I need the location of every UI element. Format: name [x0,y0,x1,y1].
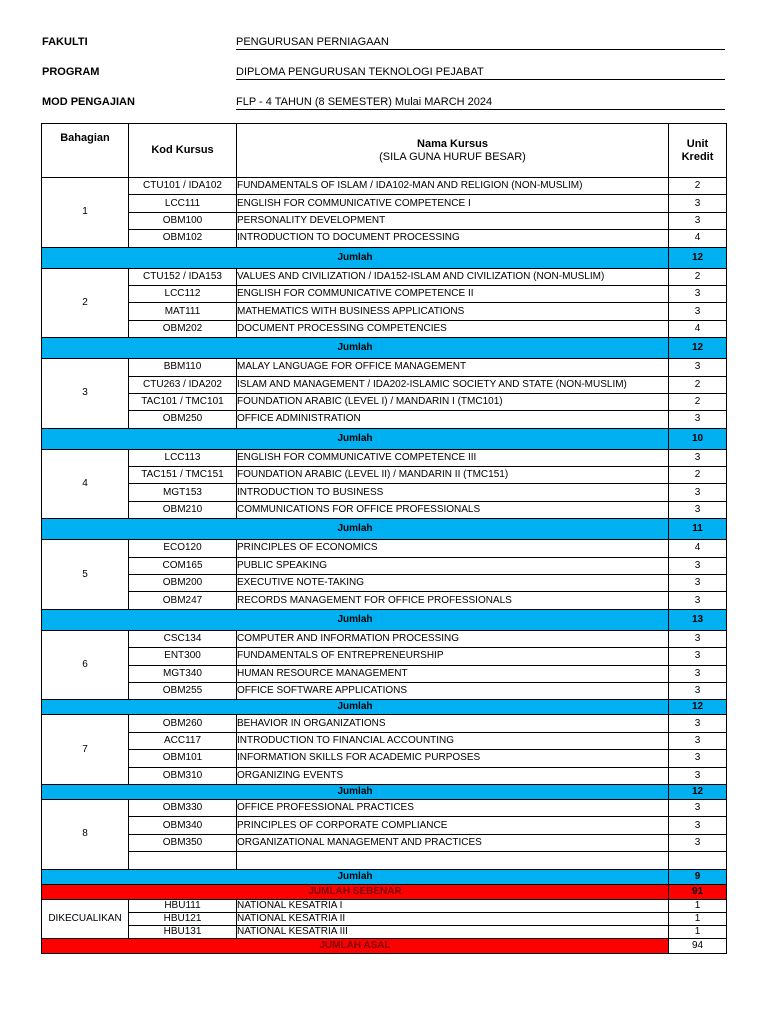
course-code: OBM102 [129,230,237,247]
course-row [42,501,727,518]
course-code: OBM101 [129,750,237,767]
course-credit [669,852,727,869]
course-credit: 3 [669,557,727,574]
jumlah-label: Jumlah [42,700,669,715]
course-name: ENGLISH FOR COMMUNICATIVE COMPETENCE I [237,195,669,212]
course-credit: 3 [669,817,727,834]
jumlah-label: Jumlah [42,519,669,540]
course-name: ISLAM AND MANAGEMENT / IDA202-ISLAMIC SOCIETY AND STATE (NON-MUSLIM) [237,376,669,393]
course-name: PRINCIPLES OF ECONOMICS [237,540,669,557]
jumlah-row [42,700,727,715]
course-name [237,852,669,869]
course-code: CTU263 / IDA202 [129,376,237,393]
course-credit: 3 [669,767,727,784]
course-code: LCC112 [129,285,237,302]
bahagian-cell: 4 [42,449,129,519]
course-name: BEHAVIOR IN ORGANIZATIONS [237,715,669,732]
course-row [42,682,727,699]
jumlah-label: Jumlah [42,428,669,449]
bahagian-cell: 6 [42,630,129,700]
col-kredit: Kredit [681,150,714,163]
course-row [42,767,727,784]
course-credit: 3 [669,575,727,592]
course-credit: 3 [669,750,727,767]
course-code [129,852,237,869]
course-code: OBM330 [129,799,237,816]
course-row [42,467,727,484]
course-row [42,852,727,869]
course-row [42,195,727,212]
program-label: PROGRAM [42,66,100,78]
jumlah-value: 12 [669,700,727,715]
course-row [42,665,727,682]
course-credit: 3 [669,212,727,229]
jumlah-row [42,869,727,884]
bahagian-cell: 7 [42,715,129,785]
jumlah-label: Jumlah [42,869,669,884]
jumlah-sebenar-value: 91 [669,884,727,899]
course-row [42,575,727,592]
course-code: OBM350 [129,834,237,851]
course-row [42,411,727,428]
fakulti-value: PENGURUSAN PERNIAGAAN [236,36,725,50]
bahagian-cell: 5 [42,540,129,610]
course-code: CSC134 [129,630,237,647]
course-row [42,750,727,767]
course-code: OBM210 [129,501,237,518]
course-credit: 3 [669,303,727,320]
jumlah-asal-row [42,938,727,953]
course-credit: 3 [669,732,727,749]
course-code: ENT300 [129,648,237,665]
jumlah-row [42,338,727,359]
course-code: CTU152 / IDA153 [129,268,237,285]
jumlah-row [42,784,727,799]
course-credit: 2 [669,467,727,484]
course-row [42,376,727,393]
jumlah-sebenar-row [42,884,727,899]
dikecualikan-row [42,899,727,912]
course-code: BBM110 [129,359,237,376]
course-credit: 2 [669,376,727,393]
course-name: EXECUTIVE NOTE-TAKING [237,575,669,592]
course-name: FUNDAMENTALS OF ENTREPRENEURSHIP [237,648,669,665]
course-code: TAC101 / TMC101 [129,393,237,410]
course-row [42,303,727,320]
course-name: MALAY LANGUAGE FOR OFFICE MANAGEMENT [237,359,669,376]
table-header-row [42,124,727,178]
course-row [42,630,727,647]
course-credit: 4 [669,230,727,247]
jumlah-label: Jumlah [42,247,669,268]
course-credit: 3 [669,630,727,647]
program-value: DIPLOMA PENGURUSAN TEKNOLOGI PEJABAT [236,66,725,80]
course-name: NATIONAL KESATRIA III [237,925,669,938]
course-code: MGT340 [129,665,237,682]
course-credit: 3 [669,359,727,376]
jumlah-label: Jumlah [42,338,669,359]
jumlah-value: 12 [669,247,727,268]
dikecualikan-label: DIKECUALIKAN [42,899,129,938]
jumlah-row [42,609,727,630]
course-name: NATIONAL KESATRIA II [237,912,669,925]
bahagian-cell: 3 [42,359,129,429]
course-name: PRINCIPLES OF CORPORATE COMPLIANCE [237,817,669,834]
course-credit: 3 [669,285,727,302]
jumlah-value: 11 [669,519,727,540]
course-code: COM165 [129,557,237,574]
course-name: HUMAN RESOURCE MANAGEMENT [237,665,669,682]
bahagian-cell: 8 [42,799,129,869]
course-credit: 3 [669,682,727,699]
course-name: MATHEMATICS WITH BUSINESS APPLICATIONS [237,303,669,320]
course-name: INTRODUCTION TO BUSINESS [237,484,669,501]
course-row [42,540,727,557]
course-credit: 3 [669,648,727,665]
jumlah-value: 10 [669,428,727,449]
course-row [42,817,727,834]
course-code: OBM100 [129,212,237,229]
course-name: ENGLISH FOR COMMUNICATIVE COMPETENCE II [237,285,669,302]
course-row [42,715,727,732]
course-code: OBM310 [129,767,237,784]
course-row [42,230,727,247]
course-name: ORGANIZING EVENTS [237,767,669,784]
course-row [42,285,727,302]
course-code: OBM200 [129,575,237,592]
course-code: MAT111 [129,303,237,320]
course-code: HBU111 [129,899,237,912]
course-credit: 3 [669,665,727,682]
course-credit: 3 [669,195,727,212]
course-name: RECORDS MANAGEMENT FOR OFFICE PROFESSIONALS [237,592,669,609]
course-code: MGT153 [129,484,237,501]
jumlah-value: 13 [669,609,727,630]
course-credit: 2 [669,268,727,285]
course-name: OFFICE ADMINISTRATION [237,411,669,428]
course-code: OBM247 [129,592,237,609]
course-name: NATIONAL KESATRIA I [237,899,669,912]
course-code: OBM202 [129,320,237,337]
course-credit: 3 [669,411,727,428]
course-credit: 3 [669,592,727,609]
course-name: OFFICE PROFESSIONAL PRACTICES [237,799,669,816]
jumlah-row [42,247,727,268]
course-credit: 3 [669,715,727,732]
course-row [42,359,727,376]
col-bahagian: Bahagian [42,124,129,178]
course-name: INTRODUCTION TO DOCUMENT PROCESSING [237,230,669,247]
col-nama-kursus-sub: (SILA GUNA HURUF BESAR) [379,150,526,163]
course-row [42,592,727,609]
course-name: VALUES AND CIVILIZATION / IDA152-ISLAM AND CIVILIZATION (NON-MUSLIM) [237,268,669,285]
course-row [42,648,727,665]
course-credit: 2 [669,178,727,195]
course-name: FOUNDATION ARABIC (LEVEL I) / MANDARIN I (TMC101) [237,393,669,410]
course-row [42,178,727,195]
course-name: COMMUNICATIONS FOR OFFICE PROFESSIONALS [237,501,669,518]
course-name: ENGLISH FOR COMMUNICATIVE COMPETENCE III [237,449,669,466]
course-name: DOCUMENT PROCESSING COMPETENCIES [237,320,669,337]
course-name: FUNDAMENTALS OF ISLAM / IDA102-MAN AND RELIGION (NON-MUSLIM) [237,178,669,195]
bahagian-cell: 1 [42,178,129,248]
course-code: LCC113 [129,449,237,466]
col-unit-kredit [669,124,727,178]
course-credit: 3 [669,501,727,518]
course-code: OBM250 [129,411,237,428]
dikecualikan-row [42,925,727,938]
course-credit: 1 [669,925,727,938]
course-name: COMPUTER AND INFORMATION PROCESSING [237,630,669,647]
jumlah-row [42,519,727,540]
course-code: OBM255 [129,682,237,699]
course-row [42,393,727,410]
course-code: OBM260 [129,715,237,732]
jumlah-asal-value: 94 [669,938,727,953]
course-name: INFORMATION SKILLS FOR ACADEMIC PURPOSES [237,750,669,767]
course-name: PUBLIC SPEAKING [237,557,669,574]
course-name: ORGANIZATIONAL MANAGEMENT AND PRACTICES [237,834,669,851]
course-credit: 1 [669,912,727,925]
course-name: OFFICE SOFTWARE APPLICATIONS [237,682,669,699]
course-credit: 3 [669,484,727,501]
jumlah-value: 12 [669,338,727,359]
course-credit: 3 [669,449,727,466]
course-code: TAC151 / TMC151 [129,467,237,484]
jumlah-value: 9 [669,869,727,884]
jumlah-label: Jumlah [42,784,669,799]
course-credit: 3 [669,799,727,816]
course-row [42,449,727,466]
jumlah-sebenar-label: JUMLAH SEBENAR [42,884,669,899]
course-name: INTRODUCTION TO FINANCIAL ACCOUNTING [237,732,669,749]
course-credit: 1 [669,899,727,912]
dikecualikan-row [42,912,727,925]
course-code: OBM340 [129,817,237,834]
mod-pengajian-value: FLP - 4 TAHUN (8 SEMESTER) Mulai MARCH 2024 [236,96,725,110]
mod-pengajian-label: MOD PENGAJIAN [42,96,135,108]
col-nama-kursus-title: Nama Kursus [417,137,488,150]
bahagian-cell: 2 [42,268,129,338]
course-name: FOUNDATION ARABIC (LEVEL II) / MANDARIN II (TMC151) [237,467,669,484]
course-code: ECO120 [129,540,237,557]
col-nama-kursus [237,124,669,178]
course-row [42,799,727,816]
course-credit: 4 [669,320,727,337]
course-credit: 4 [669,540,727,557]
jumlah-asal-label: JUMLAH ASAL [42,938,669,953]
course-credit: 2 [669,393,727,410]
course-row [42,268,727,285]
course-code: HBU131 [129,925,237,938]
course-row [42,732,727,749]
fakulti-label: FAKULTI [42,36,88,48]
course-row [42,320,727,337]
course-row [42,834,727,851]
course-credit: 3 [669,834,727,851]
col-unit: Unit [686,137,709,150]
course-row [42,557,727,574]
course-code: ACC117 [129,732,237,749]
course-name: PERSONALITY DEVELOPMENT [237,212,669,229]
course-code: CTU101 / IDA102 [129,178,237,195]
course-code: LCC111 [129,195,237,212]
col-kod-kursus: Kod Kursus [129,124,237,178]
course-row [42,484,727,501]
jumlah-row [42,428,727,449]
course-table [41,123,727,954]
jumlah-value: 12 [669,784,727,799]
jumlah-label: Jumlah [42,609,669,630]
course-code: HBU121 [129,912,237,925]
course-row [42,212,727,229]
